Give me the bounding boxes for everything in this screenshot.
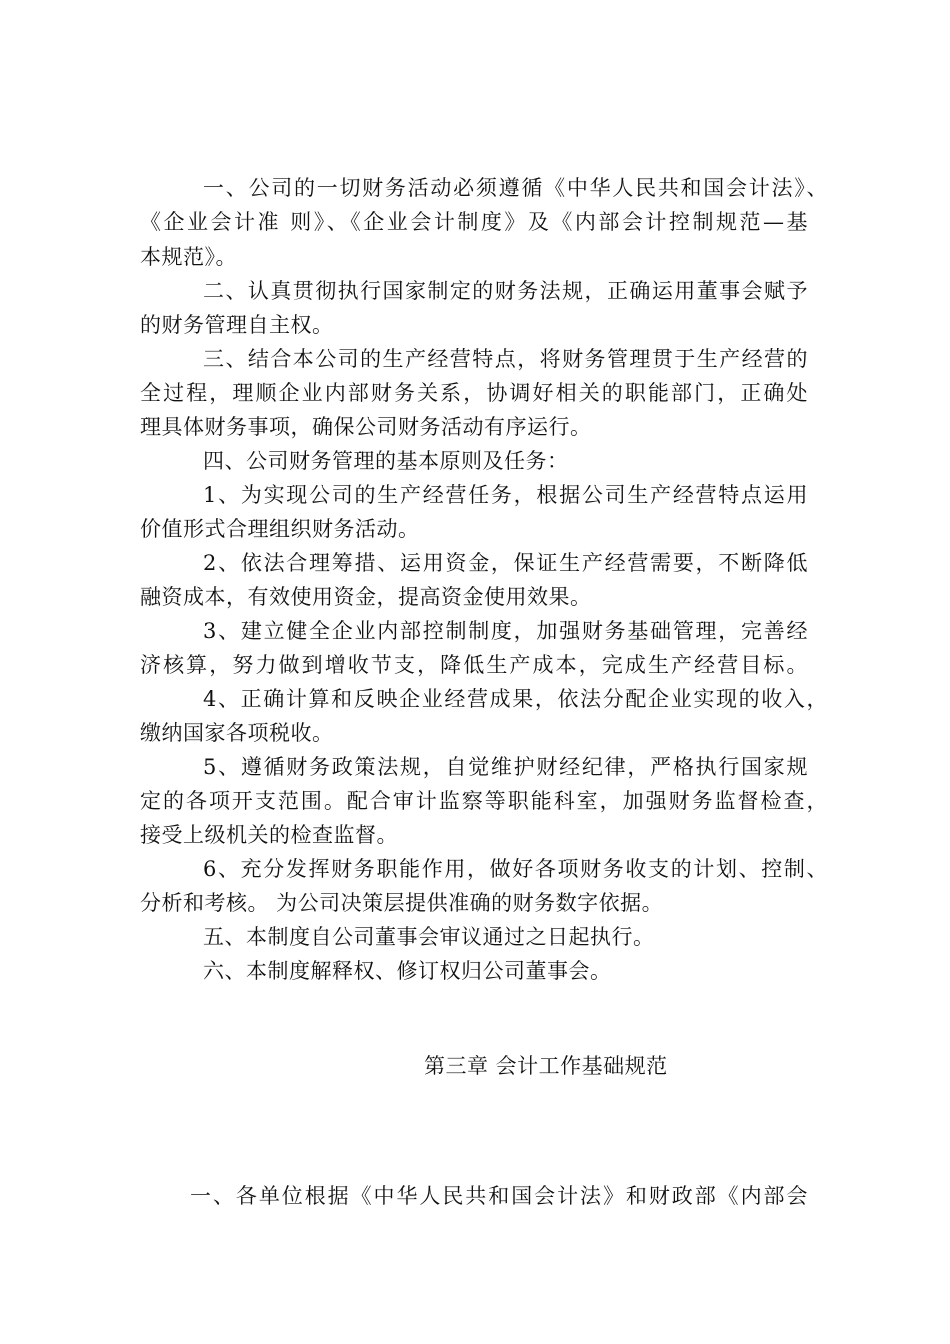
paragraph-line: 三、结合本公司的生产经营特点，将财务管理贯于生产经营的	[203, 347, 808, 371]
paragraph-line: 5、遵循财务政策法规，自觉维护财经纪律，严格执行国家规	[203, 755, 808, 779]
paragraph-line: 四、公司财务管理的基本原则及任务：	[203, 449, 569, 473]
paragraph-line: 一、公司的一切财务活动必须遵循《中华人民共和国会计法》、	[203, 176, 828, 200]
paragraph-line: 定的各项开支范围。配合审计监察等职能科室，加强财务监督检查，	[140, 789, 828, 813]
paragraph-line: 二、认真贯彻执行国家制定的财务法规，正确运用董事会赋予	[203, 279, 808, 303]
paragraph-line: 的财务管理自主权。	[140, 313, 334, 337]
paragraph-line: 《企业会计准 则》、《企业会计制度》及《内部会计控制规范—基	[140, 210, 808, 234]
paragraph-line: 分析和考核。 为公司决策层提供准确的财务数字依据。	[140, 891, 664, 915]
paragraph-line: 2、依法合理筹措、运用资金，保证生产经营需要，不断降低	[203, 551, 808, 575]
paragraph-line: 1、为实现公司的生产经营任务，根据公司生产经营特点运用	[203, 483, 808, 507]
paragraph-line: 价值形式合理组织财务活动。	[140, 517, 420, 541]
paragraph-line: 融资成本，有效使用资金，提高资金使用效果。	[140, 585, 592, 609]
paragraph-line: 一、各单位根据《中华人民共和国会计法》和财政部《内部会	[190, 1184, 808, 1208]
paragraph-line: 本规范》。	[140, 245, 237, 269]
paragraph-line: 理具体财务事项，确保公司财务活动有序运行。	[140, 415, 592, 439]
paragraph-line: 6、充分发挥财务职能作用，做好各项财务收支的计划、控制、	[203, 857, 828, 881]
paragraph-line: 全过程，理顺企业内部财务关系，协调好相关的职能部门，正确处	[140, 381, 808, 405]
paragraph-line: 五、本制度自公司董事会审议通过之日起执行。	[203, 925, 655, 949]
paragraph-line: 4、正确计算和反映企业经营成果，依法分配企业实现的收入，	[203, 687, 828, 711]
paragraph-line: 六、本制度解释权、修订权归公司董事会。	[203, 959, 612, 983]
paragraph-line: 接受上级机关的检查监督。	[140, 823, 398, 847]
paragraph-line: 济核算，努力做到增收节支，降低生产成本，完成生产经营目标。	[140, 653, 808, 677]
paragraph-line: 缴纳国家各项税收。	[140, 721, 334, 745]
chapter-title: 第三章 会计工作基础规范	[424, 1054, 668, 1078]
paragraph-line: 3、建立健全企业内部控制制度，加强财务基础管理，完善经	[203, 619, 808, 643]
